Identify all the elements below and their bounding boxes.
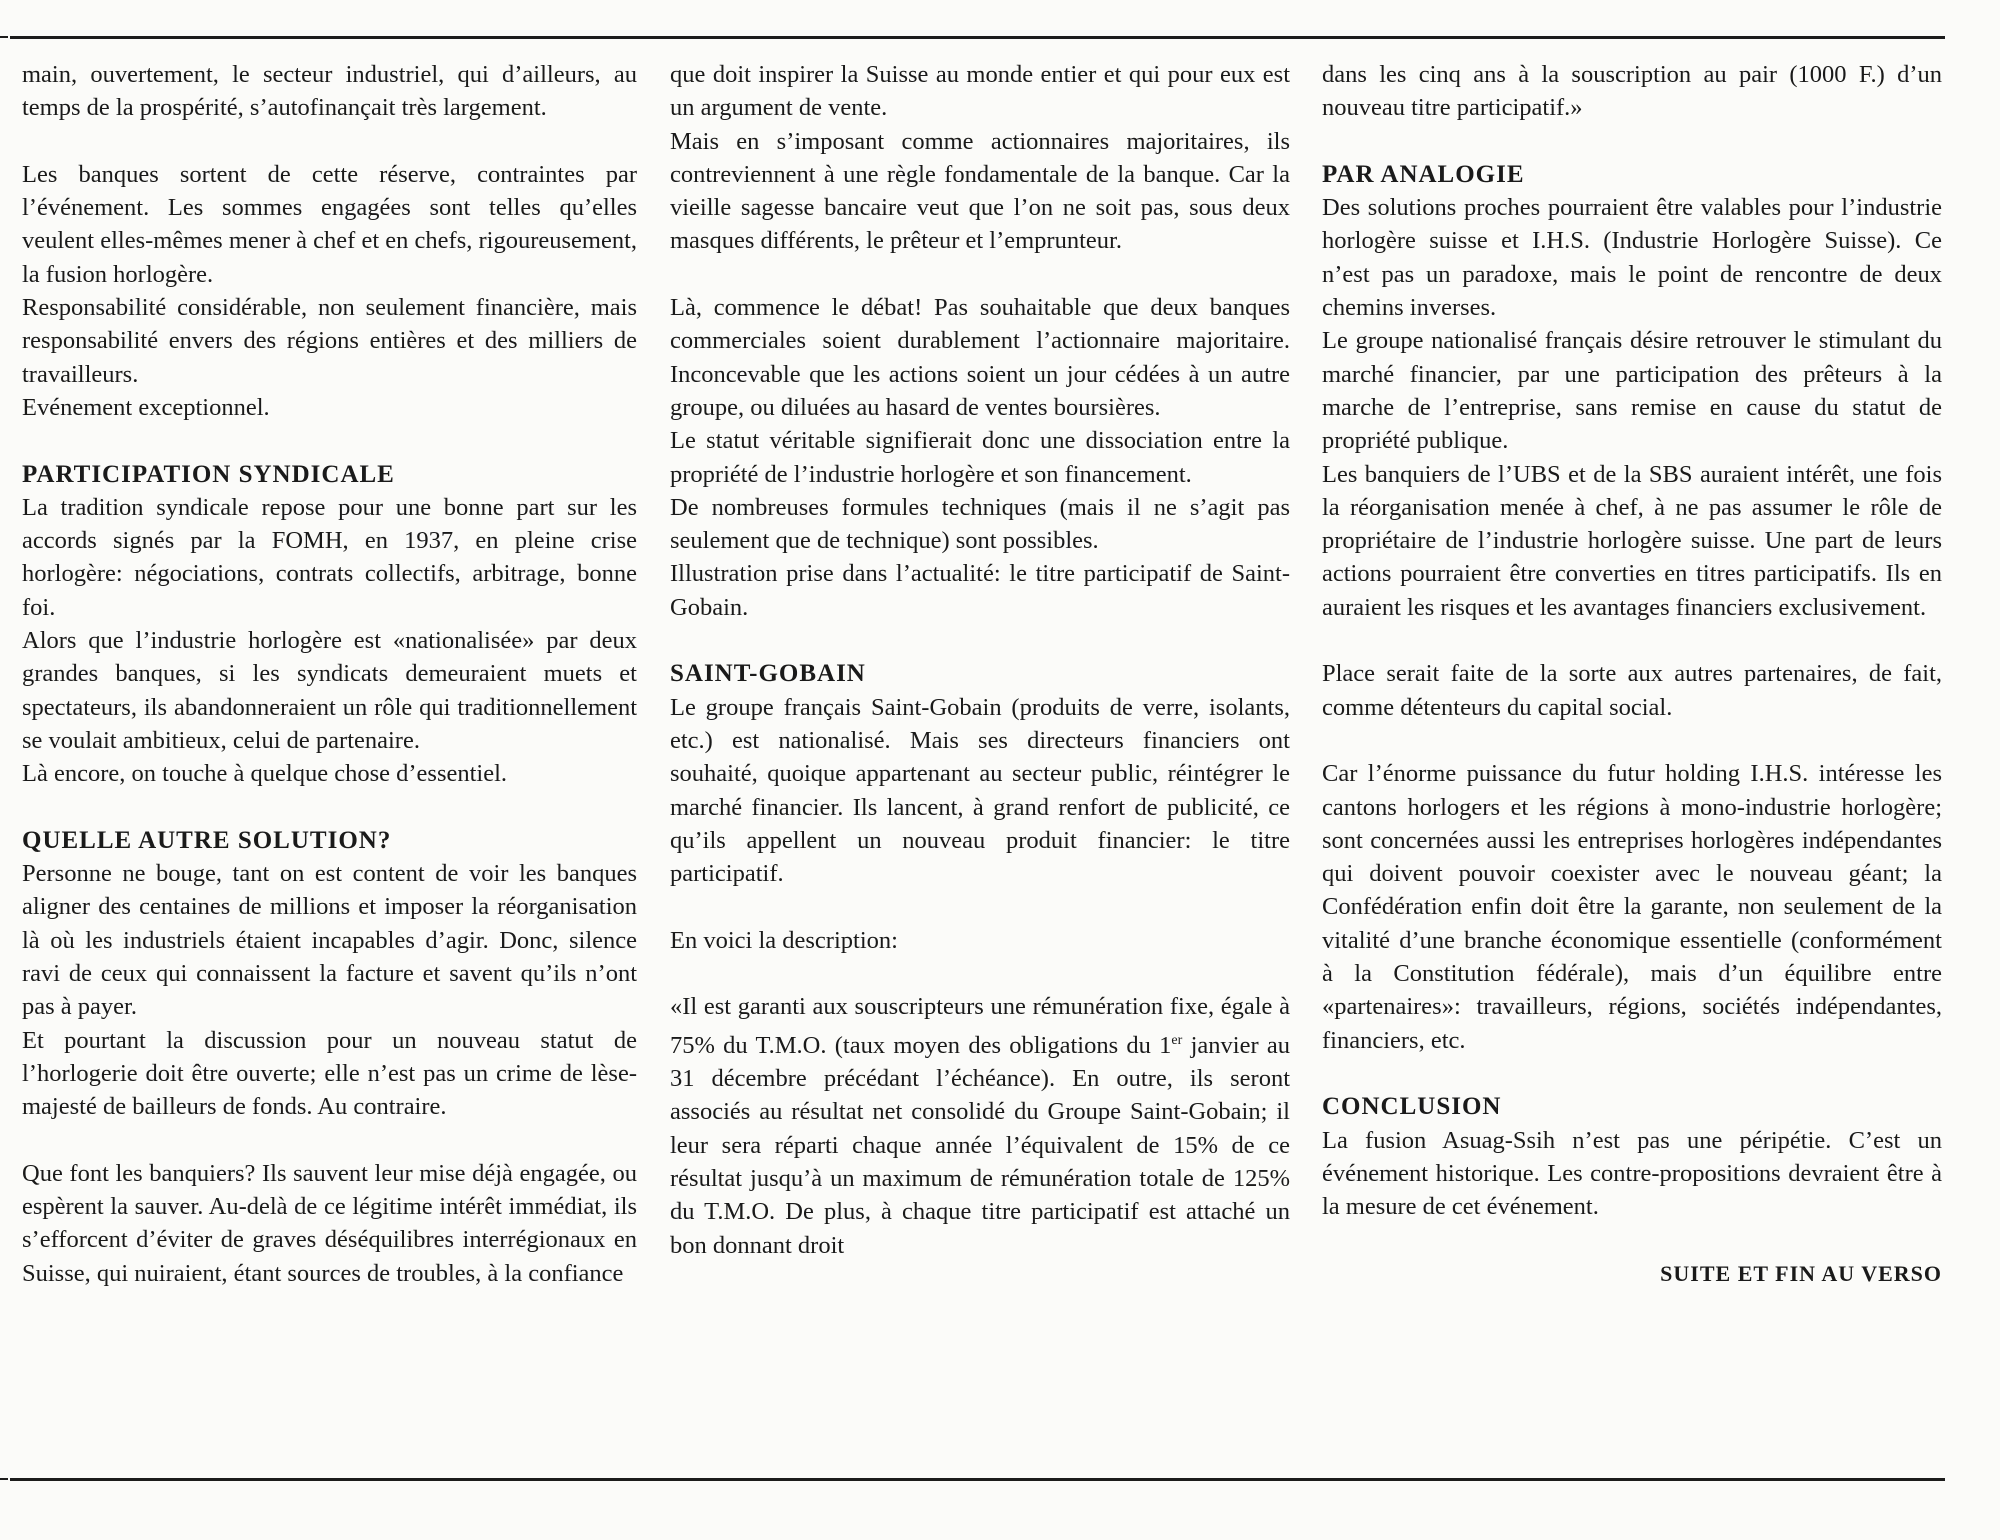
ordinal-superscript: er <box>1171 1032 1183 1048</box>
section-heading-conclusion: CONCLUSION <box>1322 1093 1502 1121</box>
paragraph: Là encore, on touche à quelque chose d’essentiel. <box>22 760 508 788</box>
paragraph: Responsabilité considérable, non seulement financière, mais responsabilité envers des régions entières et des milliers de travailleurs. <box>22 294 637 388</box>
margin-tick-bottom <box>0 1478 8 1480</box>
top-rule <box>10 36 1945 39</box>
paragraph: Car l’énorme puissance du futur holding I.H.S. intéresse les cantons horlogers et les régions à mono-industrie horlogère; sont concernées aussi les entreprises horlogères indépendantes qui doivent pouvoir coexister avec le nouveau géant; la Confédération enfin doit être la garante, non seulement de la vitalité d’une branche économique essentielle (conformément à la Constitution fédérale), mais d’un équilibre entre «partenaires»: travailleurs, régions, sociétés indépendantes, financiers, etc. <box>1322 760 1942 1054</box>
section-heading-participation-syndicale: PARTICIPATION SYNDICALE <box>22 460 395 488</box>
paragraph: Place serait faite de la sorte aux autres partenaires, de fait, comme détenteurs du capital social. <box>1322 660 1942 721</box>
column-1 <box>22 58 637 1290</box>
paragraph: Que font les banquiers? Ils sauvent leur mise déjà engagée, ou espèrent la sauver. Au-delà de ce légitime intérêt immédiat, ils s’efforcent d’éviter de graves déséquilibres interrégionaux en Suisse, qui nuiraient, étant sources de troubles, à la confiance <box>22 1159 637 1287</box>
paragraph: dans les cinq ans à la souscription au pair (1000 F.) d’un nouveau titre participatif.» <box>1322 61 1942 122</box>
paragraph: que doit inspirer la Suisse au monde entier et qui pour eux est un argument de vente. <box>670 61 1290 122</box>
section-heading-par-analogie: PAR ANALOGIE <box>1322 160 1525 188</box>
column-3 <box>1322 58 1942 1290</box>
paragraph: Là, commence le débat! Pas souhaitable que deux banques commerciales soient durablement l’actionnaire majoritaire. Inconcevable que les actions soient un jour cédées à un autre groupe, ou diluées au hasard de ventes boursières. <box>670 294 1290 421</box>
continuation-note: SUITE ET FIN AU VERSO <box>1660 1260 1942 1286</box>
margin-tick-top <box>0 36 8 38</box>
paragraph: Et pourtant la discussion pour un nouveau statut de l’horlogerie doit être ouverte; elle n’est pas un crime de lèse-majesté de bailleurs de fonds. Au contraire. <box>22 1026 637 1121</box>
paragraph: La tradition syndicale repose pour une bonne part sur les accords signés par la FOMH, en 1937, en pleine crise horlogère: négociations, contrats collectifs, arbitrage, bonne foi. <box>22 493 637 621</box>
paragraph: La fusion Asuag-Ssih n’est pas une péripétie. C’est un événement historique. Les contre-propositions devraient être à la mesure de cet événement. <box>1322 1126 1942 1221</box>
paragraph: Le groupe français Saint-Gobain (produits de verre, isolants, etc.) est nationalisé. Mais ses directeurs financiers ont souhaité, quoique appartenant au secteur public, réintégrer le marché financier. Ils lancent, à grand renfort de publicité, ce qu’ils appellent un nouveau produit financier: le titre participatif. <box>670 693 1290 888</box>
section-heading-saint-gobain: SAINT-GOBAIN <box>670 660 866 688</box>
quoted-description <box>670 990 1290 1262</box>
section-heading-quelle-autre-solution: QUELLE AUTRE SOLUTION? <box>22 826 392 854</box>
bottom-rule <box>10 1478 1945 1481</box>
paragraph: main, ouvertement, le secteur industriel, qui d’ailleurs, au temps de la prospérité, s’autofinançait très largement. <box>22 61 637 122</box>
column-2 <box>670 58 1290 1262</box>
paragraph: Le statut véritable signifierait donc une dissociation entre la propriété de l’industrie horlogère et son financement. <box>670 427 1290 488</box>
paragraph: Des solutions proches pourraient être valables pour l’industrie horlogère suisse et I.H.S. (Industrie Horlogère Suisse). Ce n’est pas un paradoxe, mais le point de rencontre de deux chemins inverses. <box>1322 194 1942 322</box>
paragraph: Alors que l’industrie horlogère est «nationalisée» par deux grandes banques, si les syndicats demeuraient muets et spectateurs, ils abandonneraient un rôle qui traditionnellement se voulait ambitieux, celui de partenaire. <box>22 627 637 754</box>
quote-text-part-2: janvier au 31 décembre précédant l’échéance). En outre, ils seront associés au résultat net consolidé du Groupe Saint-Gobain; il leur sera réparti chaque année l’équivalent de 15% de ce résultat jusqu’à un maximum de rémunération totale de 125% du T.M.O. De plus, à chaque titre participatif est attaché un bon donnant droit <box>670 1031 1290 1259</box>
paragraph: Evénement exceptionnel. <box>22 393 270 421</box>
paragraph: Le groupe nationalisé français désire retrouver le stimulant du marché financier, par une participation des prêteurs à la marche de l’entreprise, sans remise en cause du statut de propriété publique. <box>1322 327 1942 455</box>
quote-text-part-1: «Il est garanti aux souscripteurs une rémunération fixe, égale à 75% du T.M.O. (taux moyen des obligations du 1 <box>670 993 1290 1059</box>
paragraph: Mais en s’imposant comme actionnaires majoritaires, ils contreviennent à une règle fondamentale de la banque. Car la vieille sagesse bancaire veut que l’on ne soit pas, sous deux masques différents, le prêteur et l’emprunteur. <box>670 127 1290 255</box>
paragraph: En voici la description: <box>670 926 898 954</box>
paragraph: Les banquiers de l’UBS et de la SBS auraient intérêt, une fois la réorganisation menée à chef, à ne pas assumer le rôle de propriétaire de l’industrie horlogère suisse. Une part de leurs actions pourraient être converties en titres participatifs. Ils en auraient les risques et les avantages financiers exclusivement. <box>1322 460 1942 621</box>
paragraph: Illustration prise dans l’actualité: le titre participatif de Saint-Gobain. <box>670 560 1290 621</box>
paragraph: Personne ne bouge, tant on est content de voir les banques aligner des centaines de millions et imposer la réorganisation là où les industriels étaient incapables d’agir. Donc, silence ravi de ceux qui connaissent la facture et savent qu’ils n’ont pas à payer. <box>22 860 637 1021</box>
paragraph: De nombreuses formules techniques (mais il ne s’agit pas seulement que de technique) sont possibles. <box>670 493 1290 555</box>
paragraph: Les banques sortent de cette réserve, contraintes par l’événement. Les sommes engagées sont telles qu’elles veulent elles-mêmes mener à chef et en chefs, rigoureusement, la fusion horlogère. <box>22 160 637 288</box>
